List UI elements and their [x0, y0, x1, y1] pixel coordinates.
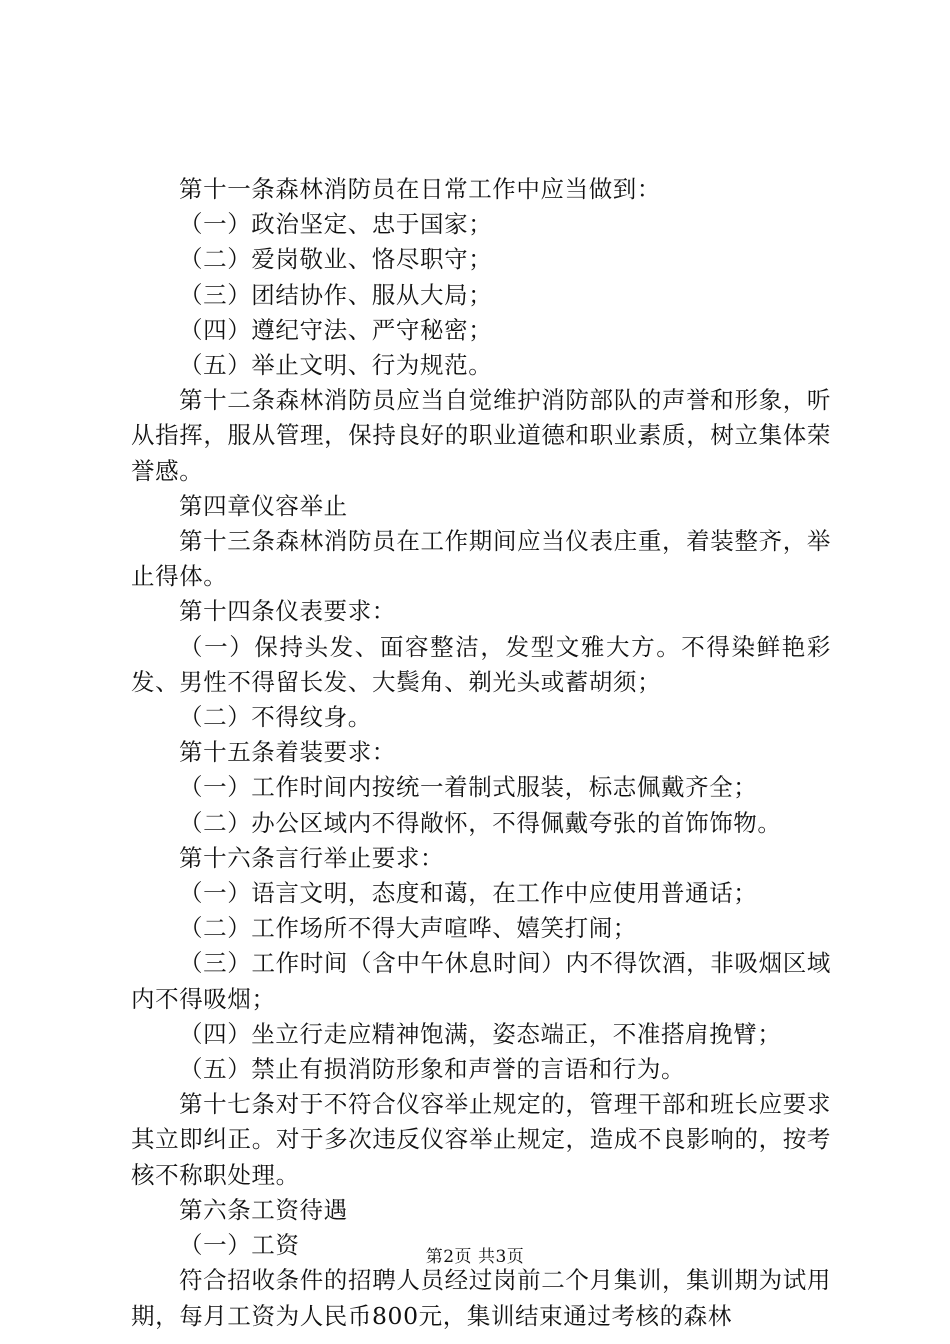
paragraph: （二）不得纹身。: [179, 703, 372, 732]
paragraph: （五）举止文明、行为规范。: [179, 351, 493, 380]
paragraph: （五）禁止有损消防形象和声誉的言语和行为。: [179, 1055, 686, 1084]
section-heading: 第六条工资待遇: [179, 1195, 348, 1224]
paragraph: 第十五条着装要求：: [179, 738, 396, 767]
paragraph: 第十三条森林消防员在工作期间应当仪表庄重，着装整齐，举止得体。: [131, 527, 831, 591]
paragraph: （三）团结协作、服从大局；: [179, 280, 493, 309]
paragraph: （四）坐立行走应精神饱满，姿态端正，不准搭肩挽臂；: [179, 1019, 782, 1048]
document-body: [131, 172, 831, 1334]
paragraph: （二）办公区域内不得敞怀，不得佩戴夸张的首饰饰物。: [179, 808, 782, 837]
paragraph: （一）工资: [179, 1231, 300, 1260]
paragraph: （一）语言文明，态度和蔼，在工作中应使用普通话；: [179, 879, 758, 908]
paragraph: （一）工作时间内按统一着制式服装，标志佩戴齐全；: [179, 773, 758, 802]
paragraph: 第十四条仪表要求：: [179, 597, 396, 626]
paragraph: （一）政治坚定、忠于国家；: [179, 210, 493, 239]
chapter-heading: 第四章仪容举止: [179, 491, 348, 520]
paragraph: 第十二条森林消防员应当自觉维护消防部队的声誉和形象，听从指挥，服从管理，保持良好的职业道德和职业素质，树立集体荣誉感。: [131, 386, 831, 485]
paragraph: （三）工作时间（含中午休息时间）内不得饮酒，非吸烟区域内不得吸烟；: [131, 949, 831, 1013]
paragraph: （二）爱岗敬业、恪尽职守；: [179, 245, 493, 274]
page-footer: 第2页 共3页: [425, 1247, 525, 1267]
paragraph: 第十六条言行举止要求：: [179, 843, 445, 872]
paragraph: （四）遵纪守法、严守秘密；: [179, 315, 493, 344]
paragraph: （二）工作场所不得大声喧哗、嬉笑打闹；: [179, 914, 637, 943]
paragraph: 第十七条对于不符合仪容举止规定的，管理干部和班长应要求其立即纠正。对于多次违反仪容举止规定，造成不良影响的，按考核不称职处理。: [131, 1090, 831, 1189]
paragraph: 符合招收条件的招聘人员经过岗前二个月集训，集训期为试用期，每月工资为人民币800元，集训结束通过考核的森林: [131, 1266, 831, 1330]
paragraph: （一）保持头发、面容整洁，发型文雅大方。不得染鲜艳彩发、男性不得留长发、大鬓角、剃光头或蓄胡须；: [131, 632, 831, 696]
paragraph: 第十一条森林消防员在日常工作中应当做到：: [179, 175, 661, 203]
